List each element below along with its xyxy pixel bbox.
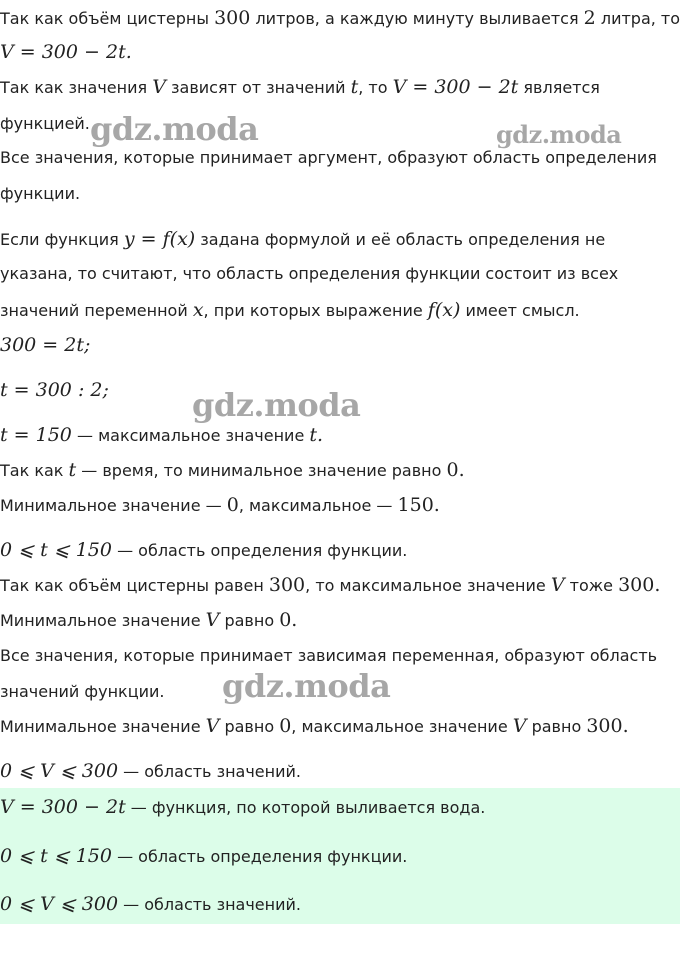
text-line: Так как объём цистерны 300 литров, а каждую минуту выливается 2 литра, то (0, 7, 680, 29)
text-line: Все значения, которые принимает аргумент, образуют область определения (0, 148, 657, 167)
text-line: Минимальное значение V равно 0. (0, 609, 298, 631)
text-line: Минимальное значение V равно 0, максимальное значение V равно 300. (0, 715, 629, 737)
text-line: Все значения, которые принимает зависимая переменная, образуют область (0, 646, 658, 665)
text-line: 0 ⩽ V ⩽ 300 — область значений. (0, 760, 301, 782)
text-line: функции. (0, 184, 81, 203)
text-line: 0 ⩽ t ⩽ 150 — область определения функции. (0, 539, 408, 561)
formula-line: V = 300 − 2t. (0, 41, 132, 63)
answer-line: 0 ⩽ t ⩽ 150 — область определения функции. (0, 845, 408, 867)
text-line: Так как t — время, то минимальное значение равно 0. (0, 459, 465, 481)
answer-line: 0 ⩽ V ⩽ 300 — область значений. (0, 893, 301, 915)
watermark: gdz.moda (90, 110, 259, 148)
text-line: Если функция y = f(x) задана формулой и её область определения не (0, 228, 606, 250)
text-line: Минимальное значение — 0, максимальное — 150. (0, 494, 440, 516)
watermark: gdz.moda (192, 386, 361, 424)
text-line: значений переменной x, при которых выражение f(x) имеет смысл. (0, 299, 580, 321)
watermark: gdz.moda (496, 120, 622, 149)
answer-line: V = 300 − 2t — функция, по которой выливается вода. (0, 796, 486, 818)
text-line: значений функции. (0, 682, 165, 701)
text-line: Так как объём цистерны равен 300, то максимальное значение V тоже 300. (0, 574, 661, 596)
watermark: gdz.moda (222, 667, 391, 705)
text-line: Так как значения V зависят от значений t, то V = 300 − 2t является (0, 76, 600, 98)
text-line: указана, то считают, что область определения функции состоит из всех (0, 264, 619, 283)
text-line: t = 150 — максимальное значение t. (0, 424, 324, 446)
text-line: функцией. (0, 114, 90, 133)
formula-line: t = 300 : 2; (0, 379, 109, 401)
formula-line: 300 = 2t; (0, 334, 91, 356)
